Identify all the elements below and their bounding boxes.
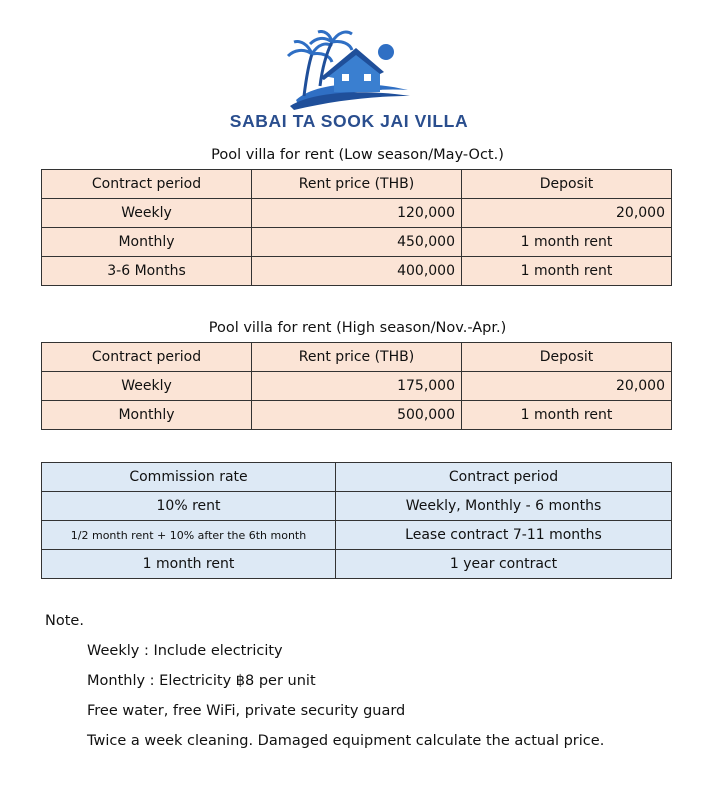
table-row: [42, 401, 672, 430]
brand-name: SABAI TA SOOK JAI VILLA: [229, 111, 469, 131]
cell-price: 450,000: [252, 228, 462, 257]
header-rent-price: Rent price (THB): [252, 170, 462, 199]
table-row: [42, 492, 672, 521]
cell-deposit: 20,000: [462, 199, 672, 228]
cell-commission: 1/2 month rent + 10% after the 6th month: [42, 521, 336, 550]
cell-price: 175,000: [252, 372, 462, 401]
palm-house-wave-icon: [276, 30, 416, 110]
cell-period: Weekly: [42, 372, 252, 401]
header-commission-rate: Commission rate: [42, 463, 336, 492]
high-season-table: [41, 342, 672, 430]
cell-price: 120,000: [252, 199, 462, 228]
header-rent-price: Rent price (THB): [252, 343, 462, 372]
cell-commission: 10% rent: [42, 492, 336, 521]
header-deposit: Deposit: [462, 343, 672, 372]
table-row: [42, 550, 672, 579]
cell-deposit: 1 month rent: [462, 401, 672, 430]
cell-period: Monthly: [42, 228, 252, 257]
header-contract-period: Contract period: [42, 170, 252, 199]
header-contract-period: Contract period: [336, 463, 672, 492]
table-row: [42, 521, 672, 550]
cell-period: 3-6 Months: [42, 257, 252, 286]
low-season-table: [41, 169, 672, 286]
table-row: [42, 228, 672, 257]
cell-commission: 1 month rent: [42, 550, 336, 579]
cell-deposit: 1 month rent: [462, 257, 672, 286]
table-header-row: [42, 343, 672, 372]
cell-deposit: 1 month rent: [462, 228, 672, 257]
cell-period: Weekly, Monthly - 6 months: [336, 492, 672, 521]
cell-deposit: 20,000: [462, 372, 672, 401]
cell-period: 1 year contract: [336, 550, 672, 579]
note-item: Monthly : Electricity ฿8 per unit: [87, 673, 316, 689]
note-item: Free water, free WiFi, private security guard: [87, 703, 406, 719]
table-header-row: [42, 463, 672, 492]
header-contract-period: Contract period: [42, 343, 252, 372]
cell-price: 400,000: [252, 257, 462, 286]
cell-period: Monthly: [42, 401, 252, 430]
table-row: [42, 257, 672, 286]
table-header-row: [42, 170, 672, 199]
high-season-caption: Pool villa for rent (High season/Nov.-Apr.): [208, 320, 507, 336]
villa-logo: [196, 30, 502, 134]
table-row: [42, 199, 672, 228]
cell-period: Lease contract 7-11 months: [336, 521, 672, 550]
note-item: Weekly : Include electricity: [87, 643, 283, 659]
header-deposit: Deposit: [462, 170, 672, 199]
table-row: [42, 372, 672, 401]
note-title: Note.: [45, 613, 84, 629]
note-item: Twice a week cleaning. Damaged equipment calculate the actual price.: [87, 733, 605, 749]
cell-price: 500,000: [252, 401, 462, 430]
low-season-caption: Pool villa for rent (Low season/May-Oct.): [211, 147, 504, 163]
commission-table: [41, 462, 672, 579]
cell-period: Weekly: [42, 199, 252, 228]
